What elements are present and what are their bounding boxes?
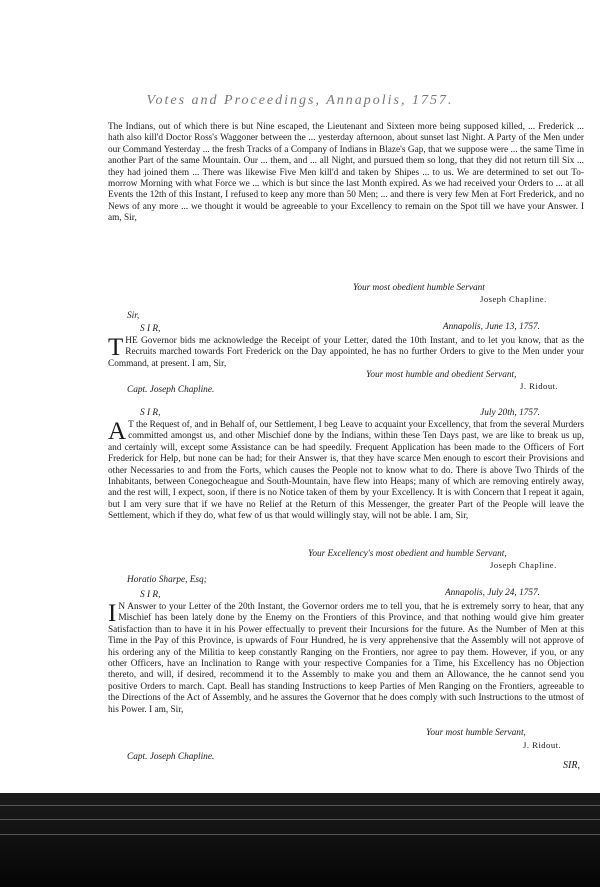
scan-streak xyxy=(0,834,600,835)
scan-streak xyxy=(0,805,600,806)
letter-2-addressee: Capt. Joseph Chapline. xyxy=(127,385,215,395)
scan-streak xyxy=(0,819,600,820)
letter-4-closing: Your most humble Servant, xyxy=(426,728,526,738)
letter-2-dropcap: T xyxy=(108,334,124,361)
letter-2-signature: J. Ridout. xyxy=(520,381,559,391)
letter-4-text: N Answer to your Letter of the 20th Instant, the Governor orders me to tell you, that he is extremely sorry to hear, that any Mischief has been lately done by the Enemy on the Frontiers of this Province, and that nothing would give him greater Satisfaction than to have it in his Power effectually to prevent their Incursions for the future. As the Number of Men at this Time in the Pay of this Province, is upwards of Four Hundred, he is very apprehensive that the Assembly will not approve of his ordering any of the Militia to keep constantly Ranging on the Frontiers, nor agree to pay them. However, if you, or any other Officers, have an Inclination to Range with your respective Companies for a Time, his Excellency has no Objection thereto, and will, if desired, recommend it to the Assembly to make you and them an Allowance, the he cannot send you positive Orders to march. Capt. Beall has standing Instructions to keep Parties of Men Ranging on the Frontiers, agreeable to the Directions of the Act of Assembly, and he assures the Governor that he does comply with such Instructions to the utmost of his Power. I am, Sir, xyxy=(108,602,584,715)
letter-3-date: July 20th, 1757. xyxy=(480,408,540,418)
letter-4-pre: Horatio Sharpe, Esq; xyxy=(127,575,207,585)
letter-2-pre: Sir, xyxy=(127,311,140,321)
letter-3-text: T the Request of, and in Behalf of, our Settlement, I beg Leave to acquaint your Excellency, that from the several Murders committed amongst us, and other Mischief done by the Indians, within these Ten Days past, we are like to break us up, and certainly will, except some Assistance can be had speedily. Frequent Application has been made to the Officers of Fort Frederick for Help, but none can be had; for their Answer is, that they have scarce Men enough to escort their Provisions and other Necessaries to and from the Forts, which causes the People not to know what to do. There is above Two Thirds of the Inhabitants, between Conegocheague and South-Mountain, have flew into Heaps; many of which are removing entirely away, and the rest will, I expect, soon, if there is no Notice taken of them by your Excellency. It is with Concern that I repeat it again, but I am very sure that if we have no Relief at the Return of this Messenger, the greater Part of the People will leave the Settlement, which if they do, what few of us that would willingly stay, will not be able. I am, Sir, xyxy=(108,420,584,522)
letter-3-signature: Joseph Chapline. xyxy=(490,560,557,570)
letter-4-signature: J. Ridout. xyxy=(523,740,562,750)
faded-margin xyxy=(0,0,108,790)
letter-2-salutation: S I R, xyxy=(140,324,161,334)
letter-1-closing: Your most obedient humble Servant xyxy=(353,283,485,293)
running-header: Votes and Proceedings, Annapolis, 1757. xyxy=(146,93,454,108)
letter-4-date: Annapolis, July 24, 1757. xyxy=(444,588,540,598)
letter-3-body xyxy=(108,420,584,523)
letter-2-closing: Your most humble and obedient Servant, xyxy=(366,370,517,380)
letter-4-body xyxy=(108,602,584,716)
letter-4-salutation: S I R, xyxy=(140,590,161,600)
letter-1-body xyxy=(108,122,584,282)
letter-1-signature: Joseph Chapline. xyxy=(480,294,547,304)
letter-2-body xyxy=(108,336,584,370)
letter-4-addressee: Capt. Joseph Chapline. xyxy=(127,752,215,762)
letter-3-closing: Your Excellency's most obedient and humble Servant, xyxy=(308,549,507,559)
scan-dark-edge xyxy=(0,793,600,887)
letter-2-text: HE Governor bids me acknowledge the Receipt of your Letter, dated the 10th Instant, and to let you know, that as the Recruits marched towards Fort Frederick on the Day appointed, he has no further Orders to give to the Men under your Command, at present. I am, Sir, xyxy=(108,336,584,369)
letter-4-dropcap: I xyxy=(108,600,117,627)
letter-3-salutation: S I R, xyxy=(140,408,161,418)
letter-1-text: The Indians, out of which there is but Nine escaped, the Lieutenant and Sixteen more being supposed killed, ... Frederick ... hath also kill'd Doctor Ross's Waggoner between the ... yesterday afternoon, about sunset last Night. A Party of the Men under our Command Yesterday ... the fresh Tracks of a Company of Indians in Blaze's Gap, that we suppose were ... the same Time in another Part of the same Mountain. Our ... them, and ... all Night, and pursued them so long, that they did not return till Six ... they had joined them ... There was likewise Five Men kill'd and taken by Shipes ... to us. We are determined to set out To-morrow Morning with what Force we ... which is but since the last Month expired. As we had received your Orders to ... at all Events the 12th of this Instant, I refused to keep any more than 50 Men; ... and there is very few Men at Fort Frederick, and no News of any more ... we thought it would be agreeable to your Excellency to remain on the Spot till we have your Answer. I am, Sir, xyxy=(108,122,584,224)
letter-2-date: Annapolis, June 13, 1757. xyxy=(442,322,540,332)
catchword: SIR, xyxy=(563,760,580,771)
letter-3-dropcap: A xyxy=(108,418,127,445)
